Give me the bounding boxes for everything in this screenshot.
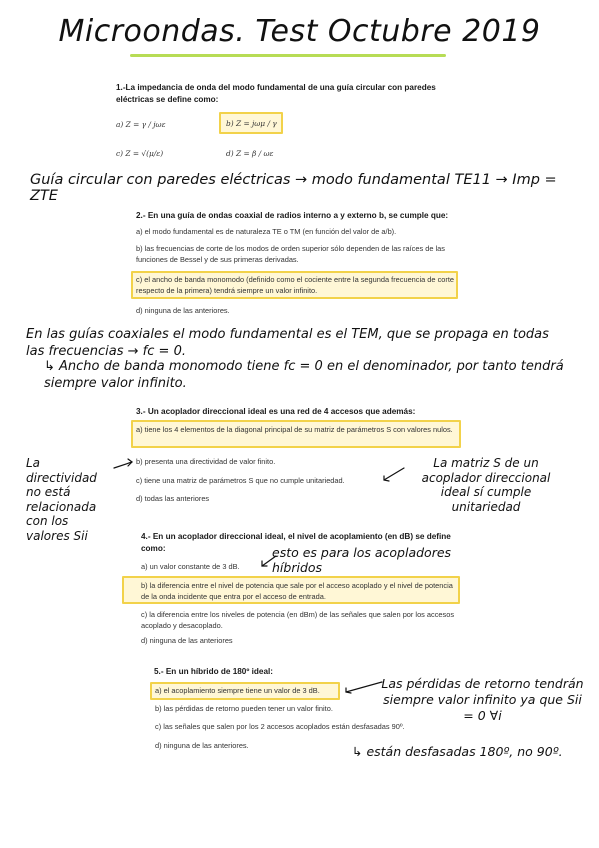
q2-handwritten-note-2: ↳ Ancho de banda monomodo tiene fc = 0 en el denominador, por tanto tendrá siempre valor infinito. bbox=[44, 359, 564, 391]
arrow-q5 bbox=[346, 682, 382, 692]
q1-handwritten-note: Guía circular con paredes eléctricas → modo fundamental TE11 → Imp = ZTE bbox=[30, 172, 557, 204]
q2-option-a: a) el modo fundamental es de naturaleza TE o TM (en función del valor de a/b). bbox=[136, 227, 397, 236]
q1-question: 1.-La impedancia de onda del modo fundamental de una guía circular con paredes eléctricas se define como: bbox=[116, 83, 436, 104]
q2-option-c: c) el ancho de banda monomodo (definido como el cociente entre la segunda frecuencia de corte respecto de la primera) tendrá siempre un valor infinito. bbox=[136, 275, 454, 295]
q3-option-b: b) presenta una directividad de valor finito. bbox=[136, 457, 276, 466]
q4-question: 4.- En un acoplador direccional ideal, el nivel de acoplamiento (en dB) se define como: bbox=[141, 532, 451, 553]
q4-handwritten-note: esto es para los acopladores híbridos bbox=[272, 545, 452, 575]
q5-option-c: c) las señales que salen por los 2 accesos acoplados están desfasadas 90º. bbox=[155, 722, 405, 731]
q4-option-d: d) ninguna de las anteriores bbox=[141, 636, 233, 645]
q3-option-d: d) todas las anteriores bbox=[136, 494, 210, 503]
page-title: Microondas. Test Octubre 2019 bbox=[58, 14, 541, 49]
arrow-q3-right bbox=[384, 468, 404, 480]
q3-option-c: c) tiene una matriz de parámetros S que no cumple unitariedad. bbox=[136, 476, 345, 485]
q3-handwritten-note-left: La directividad no está relacionada con los valores Sii bbox=[26, 456, 97, 543]
arrow-q4 bbox=[262, 556, 276, 566]
q2-option-d: d) ninguna de las anteriores. bbox=[136, 306, 230, 315]
q3-question: 3.- Un acoplador direccional ideal es una red de 4 accesos que además: bbox=[136, 407, 416, 416]
q4-option-a: a) un valor constante de 3 dB. bbox=[141, 562, 240, 571]
q5-option-b: b) las pérdidas de retorno pueden tener un valor finito. bbox=[155, 704, 333, 713]
q5-handwritten-note-b: Las pérdidas de retorno tendrán siempre valor infinito ya que Sii = 0 ∀i bbox=[381, 676, 584, 723]
q2-handwritten-note-1: En las guías coaxiales el modo fundamental es el TEM, que se propaga en todas las frecuencias → fc = 0. bbox=[26, 327, 549, 359]
q2-option-b: b) las frecuencias de corte de los modos de orden superior sólo dependen de las raíces de las funciones de Bessel y de sus primeras derivadas. bbox=[136, 244, 445, 264]
q5-question: 5.- En un híbrido de 180º ideal: bbox=[154, 667, 273, 676]
q2-question: 2.- En una guía de ondas coaxial de radios interno a y externo b, se cumple que: bbox=[136, 211, 449, 220]
q1-option-b: b) Z = jωμ / γ bbox=[226, 119, 277, 128]
q1-option-d: d) Z = β / ωε bbox=[226, 149, 274, 158]
q5-handwritten-note-c: ↳ están desfasadas 180º, no 90º. bbox=[352, 744, 563, 759]
q4-option-b: b) la diferencia entre el nivel de potencia que sale por el acceso acoplado y el nivel de potencia de la onda incidente que entra por el acceso de entrada. bbox=[141, 581, 453, 601]
q5-option-d: d) ninguna de las anteriores. bbox=[155, 741, 249, 750]
q1-option-c: c) Z = √(μ/ε) bbox=[116, 149, 164, 158]
q3-handwritten-note-right: La matriz S de un acoplador direccional ideal sí cumple unitariedad bbox=[421, 456, 551, 514]
q3-option-a: a) tiene los 4 elementos de la diagonal principal de su matriz de parámetros S con valores nulos. bbox=[136, 425, 453, 434]
q1-option-a: a) Z = γ / jωε bbox=[116, 120, 166, 129]
q5-option-a: a) el acoplamiento siempre tiene un valor de 3 dB. bbox=[155, 686, 320, 695]
q4-option-c: c) la diferencia entre los niveles de potencia (en dBm) de las señales que salen por los accesos acoplado y desacoplado. bbox=[141, 610, 455, 630]
